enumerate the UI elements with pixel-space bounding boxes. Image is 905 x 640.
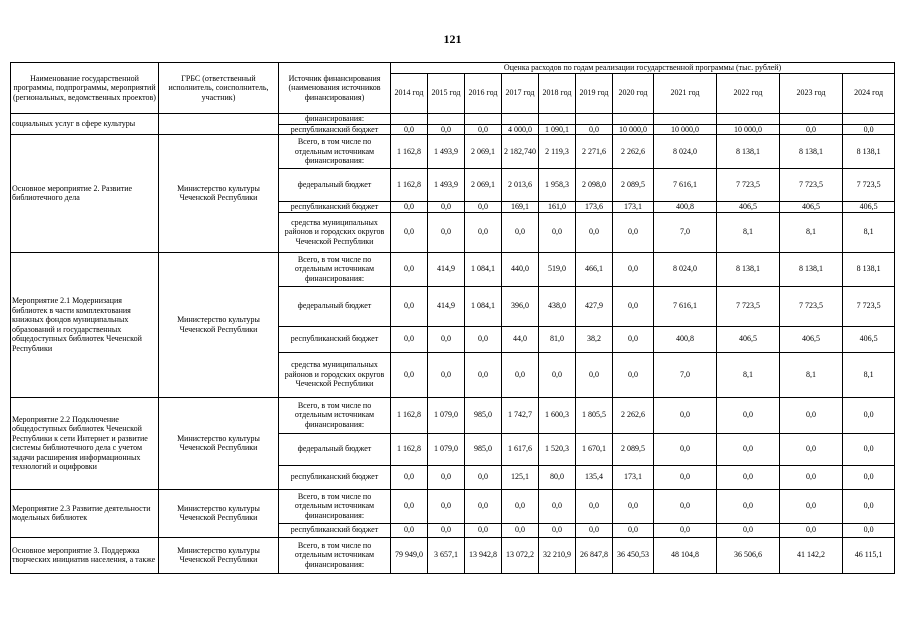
amount-cell: 406,5 — [780, 326, 843, 352]
amount-cell — [391, 113, 428, 124]
amount-cell: 26 847,8 — [576, 537, 613, 573]
amount-cell: 0,0 — [391, 523, 428, 537]
funding-source: республиканский бюджет — [279, 523, 391, 537]
amount-cell: 0,0 — [465, 465, 502, 489]
funding-source: Всего, в том числе по отдельным источникам финансирования: — [279, 135, 391, 169]
amount-cell: 48 104,8 — [654, 537, 717, 573]
amount-cell: 400,8 — [654, 202, 717, 213]
amount-cell: 169,1 — [502, 202, 539, 213]
measure-name: Мероприятие 2.1 Модернизация библиотек в части комплектования книжных фондов муниципальных образований и государственных общедоступных библиотек Чеченской Республики — [11, 252, 159, 397]
grbs-cell — [159, 113, 279, 135]
amount-cell: 10 000,0 — [654, 124, 717, 135]
amount-cell: 7 723,5 — [780, 169, 843, 202]
grbs-cell: Министерство культуры Чеченской Республики — [159, 397, 279, 489]
header-year: 2017 год — [502, 73, 539, 113]
amount-cell: 0,0 — [391, 489, 428, 523]
amount-cell: 0,0 — [780, 465, 843, 489]
amount-cell: 8 138,1 — [843, 135, 895, 169]
amount-cell: 0,0 — [843, 433, 895, 465]
amount-cell: 80,0 — [539, 465, 576, 489]
amount-cell: 2 069,1 — [465, 135, 502, 169]
amount-cell: 2 098,0 — [576, 169, 613, 202]
amount-cell: 36 450,53 — [613, 537, 654, 573]
amount-cell: 7 723,5 — [780, 286, 843, 326]
amount-cell: 7 616,1 — [654, 286, 717, 326]
amount-cell: 8 138,1 — [843, 252, 895, 286]
amount-cell: 0,0 — [391, 212, 428, 252]
header-year: 2019 год — [576, 73, 613, 113]
amount-cell: 406,5 — [843, 326, 895, 352]
header-year: 2015 год — [428, 73, 465, 113]
amount-cell: 0,0 — [576, 352, 613, 397]
amount-cell: 135,4 — [576, 465, 613, 489]
amount-cell: 8 138,1 — [717, 252, 780, 286]
grbs-cell: Министерство культуры Чеченской Республики — [159, 489, 279, 537]
amount-cell: 8,1 — [780, 352, 843, 397]
funding-source: Всего, в том числе по отдельным источникам финансирования: — [279, 397, 391, 433]
amount-cell: 0,0 — [502, 523, 539, 537]
amount-cell: 36 506,6 — [717, 537, 780, 573]
amount-cell: 173,1 — [613, 465, 654, 489]
amount-cell: 10 000,0 — [717, 124, 780, 135]
amount-cell: 1 805,5 — [576, 397, 613, 433]
amount-cell: 0,0 — [576, 523, 613, 537]
header-year: 2016 год — [465, 73, 502, 113]
header-year: 2024 год — [843, 73, 895, 113]
amount-cell: 0,0 — [717, 465, 780, 489]
funding-source: республиканский бюджет — [279, 202, 391, 213]
amount-cell: 1 162,8 — [391, 397, 428, 433]
amount-cell: 0,0 — [465, 523, 502, 537]
funding-source: средства муниципальных районов и городских округов Чеченской Республики — [279, 352, 391, 397]
funding-source: финансирования: — [279, 113, 391, 124]
amount-cell: 0,0 — [780, 397, 843, 433]
amount-cell: 0,0 — [428, 212, 465, 252]
amount-cell: 0,0 — [613, 523, 654, 537]
amount-cell: 8,1 — [843, 212, 895, 252]
amount-cell: 0,0 — [465, 124, 502, 135]
measure-name: Основное мероприятие 3. Поддержка творческих инициатив населения, а также — [11, 537, 159, 573]
amount-cell: 0,0 — [780, 489, 843, 523]
amount-cell — [502, 113, 539, 124]
amount-cell: 0,0 — [465, 326, 502, 352]
header-name: Наименование государственной программы, подпрограммы, мероприятий (региональных, ведомственных проектов) — [11, 63, 159, 114]
amount-cell: 41 142,2 — [780, 537, 843, 573]
amount-cell: 0,0 — [428, 352, 465, 397]
amount-cell — [843, 113, 895, 124]
amount-cell: 2 271,6 — [576, 135, 613, 169]
funding-source: средства муниципальных районов и городских округов Чеченской Республики — [279, 212, 391, 252]
amount-cell: 406,5 — [843, 202, 895, 213]
header-year: 2020 год — [613, 73, 654, 113]
amount-cell: 0,0 — [717, 489, 780, 523]
amount-cell: 0,0 — [654, 523, 717, 537]
table-row — [11, 489, 895, 523]
grbs-cell: Министерство культуры Чеченской Республики — [159, 252, 279, 397]
header-year: 2022 год — [717, 73, 780, 113]
amount-cell: 7 723,5 — [843, 286, 895, 326]
amount-cell: 400,8 — [654, 326, 717, 352]
amount-cell: 1 670,1 — [576, 433, 613, 465]
grbs-cell: Министерство культуры Чеченской Республики — [159, 135, 279, 253]
amount-cell: 79 949,0 — [391, 537, 428, 573]
amount-cell: 0,0 — [613, 212, 654, 252]
funding-source: республиканский бюджет — [279, 326, 391, 352]
amount-cell: 1 090,1 — [539, 124, 576, 135]
table-row — [11, 113, 895, 124]
amount-cell: 2 182,740 — [502, 135, 539, 169]
amount-cell: 8,1 — [780, 212, 843, 252]
amount-cell: 0,0 — [654, 489, 717, 523]
funding-source: Всего, в том числе по отдельным источникам финансирования: — [279, 537, 391, 573]
amount-cell: 8,1 — [717, 212, 780, 252]
amount-cell: 8 024,0 — [654, 252, 717, 286]
funding-source: федеральный бюджет — [279, 286, 391, 326]
table-row — [11, 397, 895, 433]
amount-cell: 8,1 — [717, 352, 780, 397]
amount-cell: 0,0 — [391, 326, 428, 352]
amount-cell: 0,0 — [502, 212, 539, 252]
amount-cell: 438,0 — [539, 286, 576, 326]
amount-cell: 0,0 — [391, 252, 428, 286]
amount-cell: 0,0 — [465, 202, 502, 213]
amount-cell: 0,0 — [502, 352, 539, 397]
header-year: 2021 год — [654, 73, 717, 113]
amount-cell: 8 138,1 — [780, 252, 843, 286]
amount-cell: 8 138,1 — [780, 135, 843, 169]
amount-cell: 1 162,8 — [391, 135, 428, 169]
amount-cell: 1 617,6 — [502, 433, 539, 465]
amount-cell: 519,0 — [539, 252, 576, 286]
amount-cell: 414,9 — [428, 252, 465, 286]
measure-name: социальных услуг в сфере культуры — [11, 113, 159, 135]
amount-cell: 0,0 — [576, 489, 613, 523]
amount-cell: 0,0 — [654, 433, 717, 465]
amount-cell: 13 942,8 — [465, 537, 502, 573]
measure-name: Мероприятие 2.2 Подключение общедоступных библиотек Чеченской Республики к сети Интернет и развитие системы библиотечного дела с учетом задачи расширения информационных технологий и оцифровки — [11, 397, 159, 489]
funding-source: республиканский бюджет — [279, 124, 391, 135]
amount-cell: 0,0 — [539, 212, 576, 252]
amount-cell: 406,5 — [717, 202, 780, 213]
amount-cell: 0,0 — [428, 523, 465, 537]
amount-cell: 0,0 — [843, 124, 895, 135]
amount-cell: 7,0 — [654, 352, 717, 397]
amount-cell: 0,0 — [502, 489, 539, 523]
header-estimate: Оценка расходов по годам реализации государственной программы (тыс. рублей) — [391, 63, 895, 74]
amount-cell: 0,0 — [717, 433, 780, 465]
amount-cell — [428, 113, 465, 124]
amount-cell: 173,1 — [613, 202, 654, 213]
amount-cell: 0,0 — [613, 489, 654, 523]
amount-cell: 3 657,1 — [428, 537, 465, 573]
funding-source: Всего, в том числе по отдельным источникам финансирования: — [279, 252, 391, 286]
amount-cell: 0,0 — [843, 397, 895, 433]
amount-cell: 81,0 — [539, 326, 576, 352]
amount-cell: 0,0 — [654, 465, 717, 489]
amount-cell: 38,2 — [576, 326, 613, 352]
measure-name: Основное мероприятие 2. Развитие библиотечного дела — [11, 135, 159, 253]
table-row — [11, 537, 895, 573]
amount-cell: 0,0 — [780, 433, 843, 465]
amount-cell: 1 958,3 — [539, 169, 576, 202]
amount-cell: 0,0 — [391, 202, 428, 213]
amount-cell: 2 013,6 — [502, 169, 539, 202]
amount-cell: 1 162,8 — [391, 433, 428, 465]
amount-cell: 0,0 — [843, 465, 895, 489]
amount-cell: 46 115,1 — [843, 537, 895, 573]
amount-cell: 0,0 — [428, 489, 465, 523]
amount-cell: 406,5 — [717, 326, 780, 352]
header-year: 2018 год — [539, 73, 576, 113]
amount-cell: 1 079,0 — [428, 397, 465, 433]
amount-cell: 427,9 — [576, 286, 613, 326]
amount-cell: 0,0 — [717, 523, 780, 537]
amount-cell: 985,0 — [465, 397, 502, 433]
amount-cell: 7,0 — [654, 212, 717, 252]
amount-cell: 4 000,0 — [502, 124, 539, 135]
amount-cell: 0,0 — [391, 286, 428, 326]
table-row — [11, 135, 895, 169]
amount-cell: 985,0 — [465, 433, 502, 465]
amount-cell: 32 210,9 — [539, 537, 576, 573]
amount-cell: 7 723,5 — [717, 286, 780, 326]
amount-cell: 0,0 — [539, 352, 576, 397]
amount-cell: 0,0 — [391, 124, 428, 135]
amount-cell: 8 024,0 — [654, 135, 717, 169]
funding-source: федеральный бюджет — [279, 169, 391, 202]
amount-cell: 1 742,7 — [502, 397, 539, 433]
amount-cell — [465, 113, 502, 124]
amount-cell: 0,0 — [465, 352, 502, 397]
header-year: 2014 год — [391, 73, 428, 113]
amount-cell: 0,0 — [428, 465, 465, 489]
amount-cell: 414,9 — [428, 286, 465, 326]
amount-cell: 0,0 — [576, 212, 613, 252]
amount-cell: 0,0 — [391, 352, 428, 397]
amount-cell: 0,0 — [613, 286, 654, 326]
amount-cell: 0,0 — [717, 397, 780, 433]
table-row — [11, 252, 895, 286]
funding-source: Всего, в том числе по отдельным источникам финансирования: — [279, 489, 391, 523]
amount-cell: 161,0 — [539, 202, 576, 213]
amount-cell — [780, 113, 843, 124]
amount-cell: 1 493,9 — [428, 169, 465, 202]
amount-cell: 173,6 — [576, 202, 613, 213]
amount-cell: 1 079,0 — [428, 433, 465, 465]
amount-cell — [613, 113, 654, 124]
amount-cell: 0,0 — [465, 489, 502, 523]
amount-cell: 1 520,3 — [539, 433, 576, 465]
amount-cell: 125,1 — [502, 465, 539, 489]
amount-cell: 0,0 — [654, 397, 717, 433]
amount-cell: 466,1 — [576, 252, 613, 286]
amount-cell: 7 723,5 — [843, 169, 895, 202]
amount-cell: 8,1 — [843, 352, 895, 397]
amount-cell: 0,0 — [428, 124, 465, 135]
amount-cell: 396,0 — [502, 286, 539, 326]
budget-table — [10, 62, 895, 574]
amount-cell: 0,0 — [576, 124, 613, 135]
amount-cell — [539, 113, 576, 124]
amount-cell: 44,0 — [502, 326, 539, 352]
amount-cell: 0,0 — [465, 212, 502, 252]
amount-cell: 0,0 — [843, 489, 895, 523]
amount-cell: 0,0 — [780, 523, 843, 537]
amount-cell: 13 072,2 — [502, 537, 539, 573]
amount-cell: 1 600,3 — [539, 397, 576, 433]
amount-cell: 0,0 — [539, 489, 576, 523]
amount-cell: 0,0 — [613, 352, 654, 397]
amount-cell: 2 069,1 — [465, 169, 502, 202]
grbs-cell: Министерство культуры Чеченской Республики — [159, 537, 279, 573]
amount-cell: 2 262,6 — [613, 397, 654, 433]
amount-cell: 440,0 — [502, 252, 539, 286]
amount-cell: 7 616,1 — [654, 169, 717, 202]
amount-cell: 2 089,5 — [613, 433, 654, 465]
funding-source: республиканский бюджет — [279, 465, 391, 489]
amount-cell: 2 089,5 — [613, 169, 654, 202]
funding-source: федеральный бюджет — [279, 433, 391, 465]
amount-cell: 0,0 — [780, 124, 843, 135]
amount-cell — [576, 113, 613, 124]
amount-cell: 7 723,5 — [717, 169, 780, 202]
header-source: Источник финансирования (наименования источников финансирования) — [279, 63, 391, 114]
amount-cell: 0,0 — [539, 523, 576, 537]
amount-cell: 8 138,1 — [717, 135, 780, 169]
amount-cell — [717, 113, 780, 124]
amount-cell: 0,0 — [613, 326, 654, 352]
amount-cell: 1 162,8 — [391, 169, 428, 202]
header-grbs: ГРБС (ответственный исполнитель, соисполнитель, участник) — [159, 63, 279, 114]
header-year: 2023 год — [780, 73, 843, 113]
amount-cell: 10 000,0 — [613, 124, 654, 135]
amount-cell: 0,0 — [391, 465, 428, 489]
amount-cell — [654, 113, 717, 124]
amount-cell: 2 262,6 — [613, 135, 654, 169]
amount-cell: 1 084,1 — [465, 252, 502, 286]
amount-cell: 2 119,3 — [539, 135, 576, 169]
amount-cell: 0,0 — [843, 523, 895, 537]
amount-cell: 1 084,1 — [465, 286, 502, 326]
page-number: 121 — [443, 32, 462, 46]
amount-cell: 1 493,9 — [428, 135, 465, 169]
amount-cell: 0,0 — [613, 252, 654, 286]
amount-cell: 406,5 — [780, 202, 843, 213]
amount-cell: 0,0 — [428, 326, 465, 352]
amount-cell: 0,0 — [428, 202, 465, 213]
measure-name: Мероприятие 2.3 Развитие деятельности модельных библиотек — [11, 489, 159, 537]
